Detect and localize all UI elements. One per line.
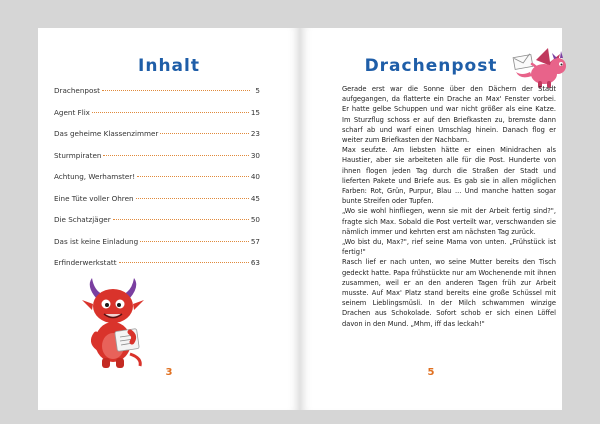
toc-leader-dots (137, 176, 249, 177)
toc-entry-page: 45 (250, 193, 260, 203)
toc-leader-dots (102, 90, 250, 91)
toc-entry-page: 30 (250, 150, 260, 160)
toc-entry (54, 194, 260, 216)
chapter-title: Drachenpost (364, 56, 498, 76)
toc-entry-title: Das ist keine Einladung (54, 236, 139, 246)
toc-entry (54, 129, 260, 151)
red-monster-illustration (78, 276, 148, 371)
toc-entry-title: Die Schatzjäger (54, 215, 111, 224)
table-of-contents (54, 86, 260, 280)
toc-title: Inhalt (138, 56, 200, 76)
page-number-left: 3 (165, 367, 173, 378)
toc-entry-title: Achtung, Werhamster! (54, 172, 136, 181)
toc-entry-page: 63 (250, 258, 260, 267)
toc-entry (54, 151, 260, 173)
toc-leader-dots (136, 198, 249, 199)
left-page (38, 28, 300, 410)
toc-entry (54, 237, 260, 259)
toc-entry (54, 108, 260, 130)
body-paragraph: „Wo sie wohl hinfliegen, wenn sie mit der Arbeit fertig sind?", fragte sich Max. Sobald die Post verteilt war, verschwanden sie nämlich immer und kehrten erst am nächsten Tag zurück. (342, 207, 556, 236)
toc-leader-dots (160, 133, 248, 134)
page-number-right: 5 (427, 367, 435, 378)
toc-entry-title: Das geheime Klassenzimmer (54, 129, 159, 138)
body-paragraph: Max seufzte. Am liebsten hätte er einen Minidrachen als Haustier, aber sie arbeiteten alle für die Post. Hunderte von ihnen flogen jeden Tag durch die Straßen der Stadt und lieferten Pakete und Briefe aus. Es gab sie in allen möglichen Farben: Rot, Grün, Purpur, Blau ... Und manche hatten sogar bunte Streifen oder Tupfen. (342, 146, 556, 206)
toc-entry (54, 215, 260, 237)
right-page (300, 28, 562, 410)
toc-entry-title: Drachenpost (54, 86, 100, 95)
toc-leader-dots (119, 262, 249, 263)
toc-entry-page: 50 (250, 215, 260, 224)
body-paragraph: Rasch lief er nach unten, wo seine Mutter bereits den Tisch gedeckt hatte. Papa frühstückte nur am Wochenende mit ihnen zusammen, weil er an den anderen Tagen früh zur Arbeit musste. Auf Max' Platz stand bereits eine große Schüssel mit seinem Lieblingsmüsli. In der Milch schwammen winzige Drachen aus Schokolade. Sofort schob er sich einen Löffel davon in den Mund. „Mhm, iff das leckah!" (342, 258, 556, 328)
toc-entry-page: 57 (250, 236, 260, 246)
toc-entry-page: 5 (255, 86, 260, 95)
chapter-body (342, 84, 556, 329)
toc-leader-dots (140, 241, 249, 242)
toc-leader-dots (103, 155, 248, 156)
toc-entry (54, 172, 260, 194)
toc-leader-dots (92, 112, 249, 113)
toc-entry-page: 15 (250, 107, 260, 117)
body-paragraph: Gerade erst war die Sonne über den Dächern der Stadt aufgegangen, da flatterte ein Drache an Max' Fenster vorbei. Er hatte gelbe Schuppen und war nicht größer als eine Katze. Im Sturzflug schoss er auf den Briefkasten zu, bremste dann scharf ab und warf einen Umschlag hinein. Danach flog er weiter zum Briefkasten der Nachbarn. (342, 85, 556, 145)
toc-entry-title: Sturmpiraten (54, 150, 102, 160)
toc-entry-page: 40 (250, 172, 260, 181)
body-paragraph: „Wo bist du, Max?", rief seine Mama von unten. „Frühstück ist fertig!" (342, 238, 556, 257)
toc-entry-title: Agent Flix (54, 107, 90, 117)
toc-entry-title: Erfinderwerkstatt (54, 258, 117, 267)
toc-entry-title: Eine Tüte voller Ohren (54, 193, 134, 203)
toc-entry-page: 23 (250, 129, 260, 138)
toc-leader-dots (113, 219, 249, 220)
toc-entry (54, 86, 260, 108)
